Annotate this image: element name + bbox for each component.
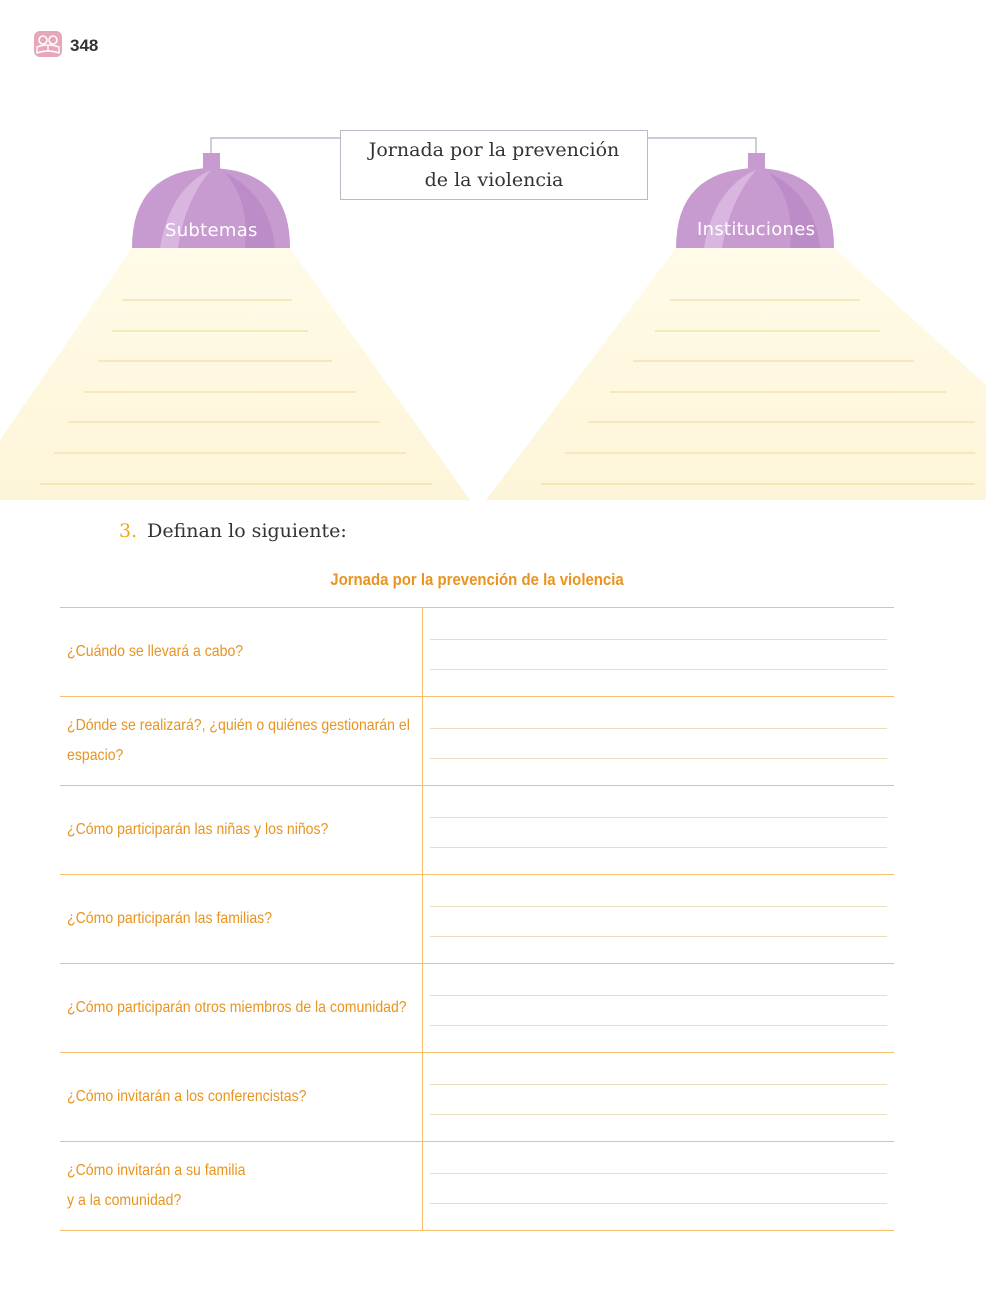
column-divider — [422, 1142, 423, 1230]
column-divider — [422, 697, 423, 785]
diagram-title-box — [340, 130, 648, 200]
light-beam-left — [0, 248, 470, 500]
answer-line[interactable] — [430, 639, 887, 640]
table-row — [60, 874, 894, 963]
lamp-label-instituciones: Instituciones — [697, 219, 816, 240]
answer-line[interactable] — [430, 1203, 887, 1204]
question-cell — [67, 875, 419, 963]
column-divider — [422, 964, 423, 1052]
question-text-line1: ¿Cómo participarán las niñas y los niños? — [67, 821, 329, 838]
table-row — [60, 1052, 894, 1141]
page-number-label: 348 — [70, 36, 99, 55]
activity-text: Definan lo siguiente: — [147, 520, 347, 542]
table-row — [60, 1141, 894, 1231]
question-text-line1: ¿Cómo participarán las familias? — [67, 910, 273, 927]
answer-line[interactable] — [430, 728, 887, 729]
answer-line[interactable] — [430, 906, 887, 907]
lamp-label-subtemas: Subtemas — [165, 220, 258, 241]
question-cell — [67, 1142, 419, 1230]
activity-number: 3. — [119, 520, 138, 542]
connector-right — [648, 138, 756, 156]
table-row — [60, 607, 894, 696]
answer-line[interactable] — [430, 758, 887, 759]
answer-line[interactable] — [430, 995, 887, 996]
answer-line[interactable] — [430, 817, 887, 818]
question-cell — [67, 697, 419, 785]
diagram-title-line2: de la violencia — [424, 169, 564, 191]
question-cell — [67, 608, 419, 696]
diagram-title-line1: Jornada por la prevención — [368, 139, 620, 161]
answer-line[interactable] — [430, 669, 887, 670]
column-divider — [422, 786, 423, 874]
question-cell — [67, 786, 419, 874]
answer-line[interactable] — [430, 1084, 887, 1085]
answer-line[interactable] — [430, 1173, 887, 1174]
question-text-line1: ¿Dónde se realizará?, ¿quién o quiénes gestionarán el — [67, 717, 410, 734]
answer-line[interactable] — [430, 847, 887, 848]
answer-line[interactable] — [430, 936, 887, 937]
question-cell — [67, 1053, 419, 1141]
question-text-line2: espacio? — [67, 747, 124, 764]
activity-instruction — [119, 520, 347, 542]
light-beam-right — [486, 248, 986, 500]
question-text-line1: ¿Cómo participarán otros miembros de la comunidad? — [67, 999, 407, 1016]
table-row — [60, 785, 894, 874]
table-title: Jornada por la prevención de la violencia — [330, 570, 624, 589]
table-row — [60, 696, 894, 785]
questions-table — [60, 607, 894, 1231]
column-divider — [422, 608, 423, 696]
question-cell — [67, 964, 419, 1052]
lamps-diagram — [0, 0, 986, 520]
column-divider — [422, 875, 423, 963]
answer-line[interactable] — [430, 1114, 887, 1115]
question-text-line1: ¿Cómo invitarán a su familia — [67, 1162, 246, 1179]
question-text-line2: y a la comunidad? — [67, 1192, 182, 1209]
answer-line[interactable] — [430, 1025, 887, 1026]
column-divider — [422, 1053, 423, 1141]
question-text-line1: ¿Cómo invitarán a los conferencistas? — [67, 1088, 307, 1105]
table-row — [60, 963, 894, 1052]
question-text-line1: ¿Cuándo se llevará a cabo? — [67, 643, 244, 660]
connector-left — [211, 138, 340, 156]
